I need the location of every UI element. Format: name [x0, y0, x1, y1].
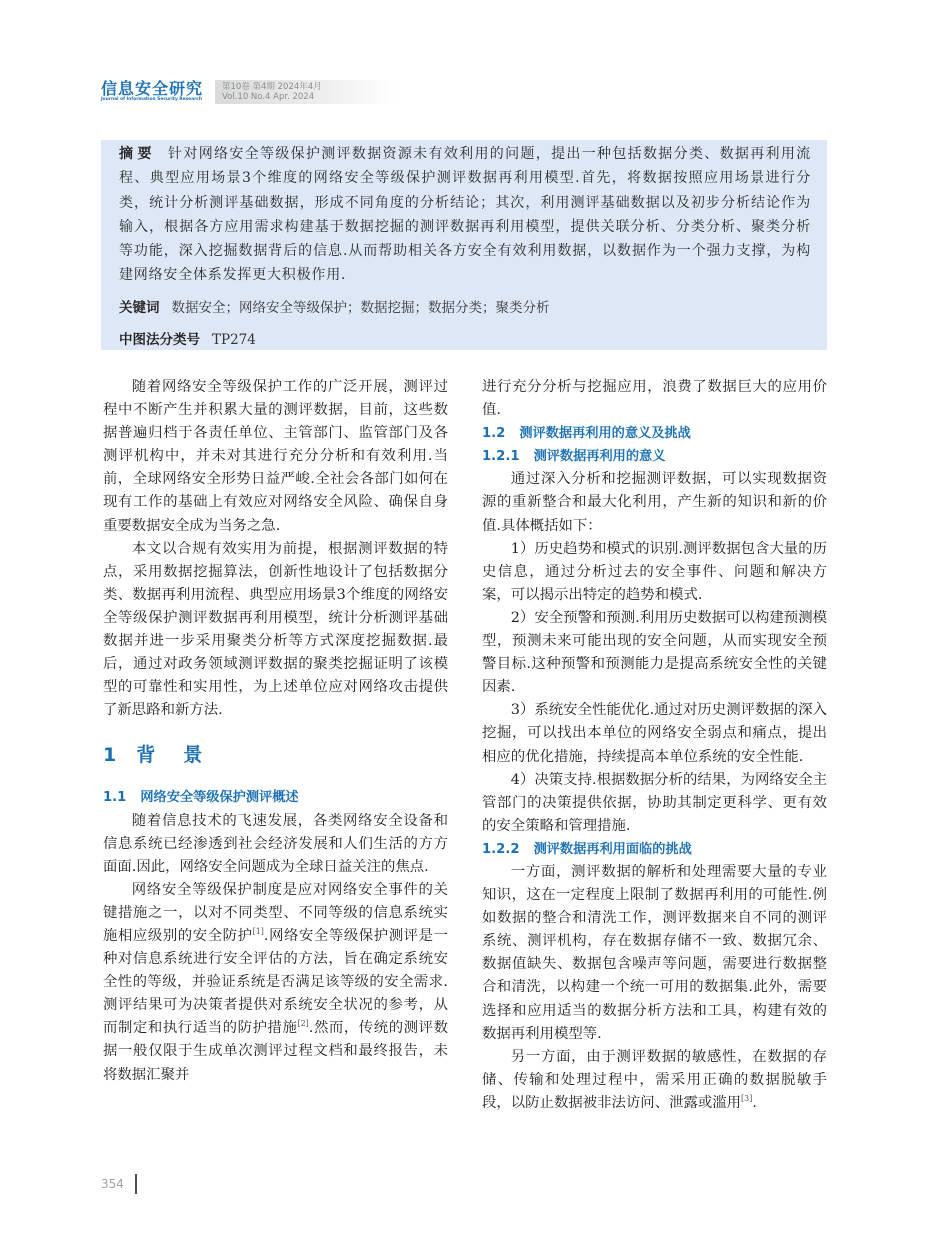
section-number: 1: [103, 744, 117, 767]
subsubsection-heading: [482, 445, 827, 468]
paragraph-text: 另一方面，由于测评数据的敏感性，在数据的存储、传输和处理过程中，需采用正确的数据脱敏手段，以防止数据被非法访问、泄露或滥用: [482, 1048, 827, 1111]
paragraph: 一方面，测评数据的解析和处理需要大量的专业知识，这在一定程度上限制了数据再利用的可能性.例如数据的整合和清洗工作，测评数据来自不同的测评系统、测评机构，存在数据存储不一致、数据冗余、数据值缺失、数据包含噪声等问题，需要进行数据整合和清洗，以构建一个统一可用的数据集.此外，需要选择和应用适当的数据分析方法和工具，构建有效的数据再利用模型等.: [482, 863, 827, 1042]
subsubsection-number: 1.2.2: [482, 841, 520, 857]
abstract: [119, 142, 811, 288]
subsection-heading: [103, 786, 448, 809]
subsection-title: 网络安全等级保护测评概述: [140, 790, 299, 806]
journal-header: [101, 80, 401, 104]
classification-label: 中图法分类号: [119, 332, 200, 348]
journal-title-en: Journal of Information Security Research: [101, 97, 203, 102]
list-item: 4）决策支持.根据数据分析的结果，为网络安全主管部门的决策提供依据，协助其制定更科学、更有效的安全策略和管理措施.: [482, 771, 827, 834]
paragraph: [482, 1046, 827, 1115]
paragraph: 本文以合规有效实用为前提，根据测评数据的特点，采用数据挖掘算法，创新性地设计了包括数据分类、数据再利用流程、典型应用场景3个维度的网络安全等级保护测评数据再利用模型，统计分析测评基础数据并进一步采用聚类分析等方式深度挖掘数据.最后，通过对政务领域测评数据的聚类挖掘证明了该模型的可靠性和实用性，为上述单位应对网络攻击提供了新思路和新方法.: [103, 540, 448, 719]
paragraph-text: .: [752, 1094, 757, 1111]
paragraph-text: .然而，传统的测评数据一般仅限于生成单次测评过程文档和最终报告，未将数据汇聚并: [103, 1020, 448, 1083]
issue-info: [222, 82, 322, 102]
subsubsection-number: 1.2.1: [482, 449, 520, 465]
issue-info-en: Vol.10 No.4 Apr. 2024: [222, 92, 315, 102]
journal-logo: [101, 80, 203, 103]
section-heading: [103, 742, 448, 786]
paragraph: 随着信息技术的飞速发展，各类网络安全设备和信息系统已经渗透到社会经济发展和人们生活的方方面面.因此，网络安全问题成为全球日益关注的焦点.: [103, 812, 448, 875]
paragraph-text: .网络安全等级保护测评是一种对信息系统进行安全评估的方法，旨在确定系统安全性的等级，并验证系统是否满足该等级的安全需求.测评结果可为决策者提供对系统安全状况的参考，从而制定和执行适当的防护措施: [103, 927, 448, 1037]
paragraph: 通过深入分析和挖掘测评数据，可以实现数据资源的重新整合和最大化利用，产生新的知识和新的价值.具体概括如下：: [482, 471, 827, 534]
citation-link[interactable]: [1]: [252, 927, 264, 937]
paragraph: 进行充分分析与挖掘应用，浪费了数据巨大的应用价值.: [482, 379, 827, 419]
right-column: [482, 376, 827, 1115]
abstract-text: 针对网络安全等级保护测评数据资源未有效利用的问题，提出一种包括数据分类、数据再利用流程、典型应用场景3个维度的网络安全等级保护测评数据再利用模型.首先，将数据按照应用场景进行分类，统计分析测评基础数据，形成不同角度的分析结论；其次，利用测评基础数据以及初步分析结论作为输入，根据各方应用需求构建基于数据挖掘的测评数据再利用模型，提供关联分析、分类分析、聚类分析等功能，深入挖掘数据背后的信息.从而帮助相关各方安全有效利用数据，以数据作为一个强力支撑，为构建网络安全体系发挥更大积极作用.: [119, 146, 811, 284]
classification: [119, 328, 256, 348]
subsection-heading: [482, 422, 827, 445]
keywords-label: 关键词: [119, 300, 160, 316]
issue-info-cn: 第10卷 第4期 2024年4月: [222, 82, 322, 92]
list-item: 3）系统安全性能优化.通过对历史测评数据的深入挖掘，可以找出本单位的网络安全弱点和痛点，提出相应的优化措施，持续提高本单位系统的安全性能.: [482, 702, 827, 765]
page-number: 354: [101, 1177, 124, 1191]
subsubsection-title: 测评数据再利用面临的挑战: [533, 841, 692, 857]
subsection-number: 1.1: [103, 790, 127, 806]
keywords: [119, 296, 550, 316]
paragraph: 随着网络安全等级保护工作的广泛开展，测评过程中不断产生并积累大量的测评数据，目前，这些数据普遍归档于各责任单位、主管部门、监管部门及各测评机构中，并未对其进行充分分析和有效利用.当前，全球网络安全形势日益严峻.全社会各部门如何在现有工作的基础上有效应对网络安全风险、确保自身重要数据安全成为当务之急.: [103, 379, 448, 534]
subsection-number: 1.2: [482, 426, 506, 442]
citation-link[interactable]: [3]: [741, 1094, 753, 1104]
list-item: 2）安全预警和预测.利用历史数据可以构建预测模型，预测未来可能出现的安全问题，从而实现安全预警目标.这种预警和预测能力是提高系统安全性的关键因素.: [482, 609, 827, 696]
section-title: 背景: [136, 744, 231, 767]
paragraph: [103, 879, 448, 1087]
journal-title-cn: 信息安全研究: [101, 79, 204, 98]
classification-code: TP274: [212, 332, 256, 348]
paragraph-text: 网络安全等级保护制度是应对网络安全事件的关键措施之一，以对不同类型、不同等级的信息系统实施相应级别的安全防护: [103, 881, 448, 944]
subsection-title: 测评数据再利用的意义及挑战: [519, 426, 691, 442]
list-item: 1）历史趋势和模式的识别.测评数据包含大量的历史信息，通过分析过去的安全事件、问题和解决方案，可以揭示出特定的趋势和模式.: [482, 540, 827, 603]
citation-link[interactable]: [2]: [297, 1019, 309, 1029]
abstract-box: [101, 140, 827, 350]
subsubsection-title: 测评数据再利用的意义: [533, 449, 666, 465]
page-number-divider: [135, 1174, 137, 1194]
abstract-label: 摘要: [119, 146, 157, 162]
left-column: [103, 376, 448, 1087]
keywords-text: 数据安全；网络安全等级保护；数据挖掘；数据分类；聚类分析: [171, 300, 550, 316]
subsubsection-heading: [482, 838, 827, 861]
